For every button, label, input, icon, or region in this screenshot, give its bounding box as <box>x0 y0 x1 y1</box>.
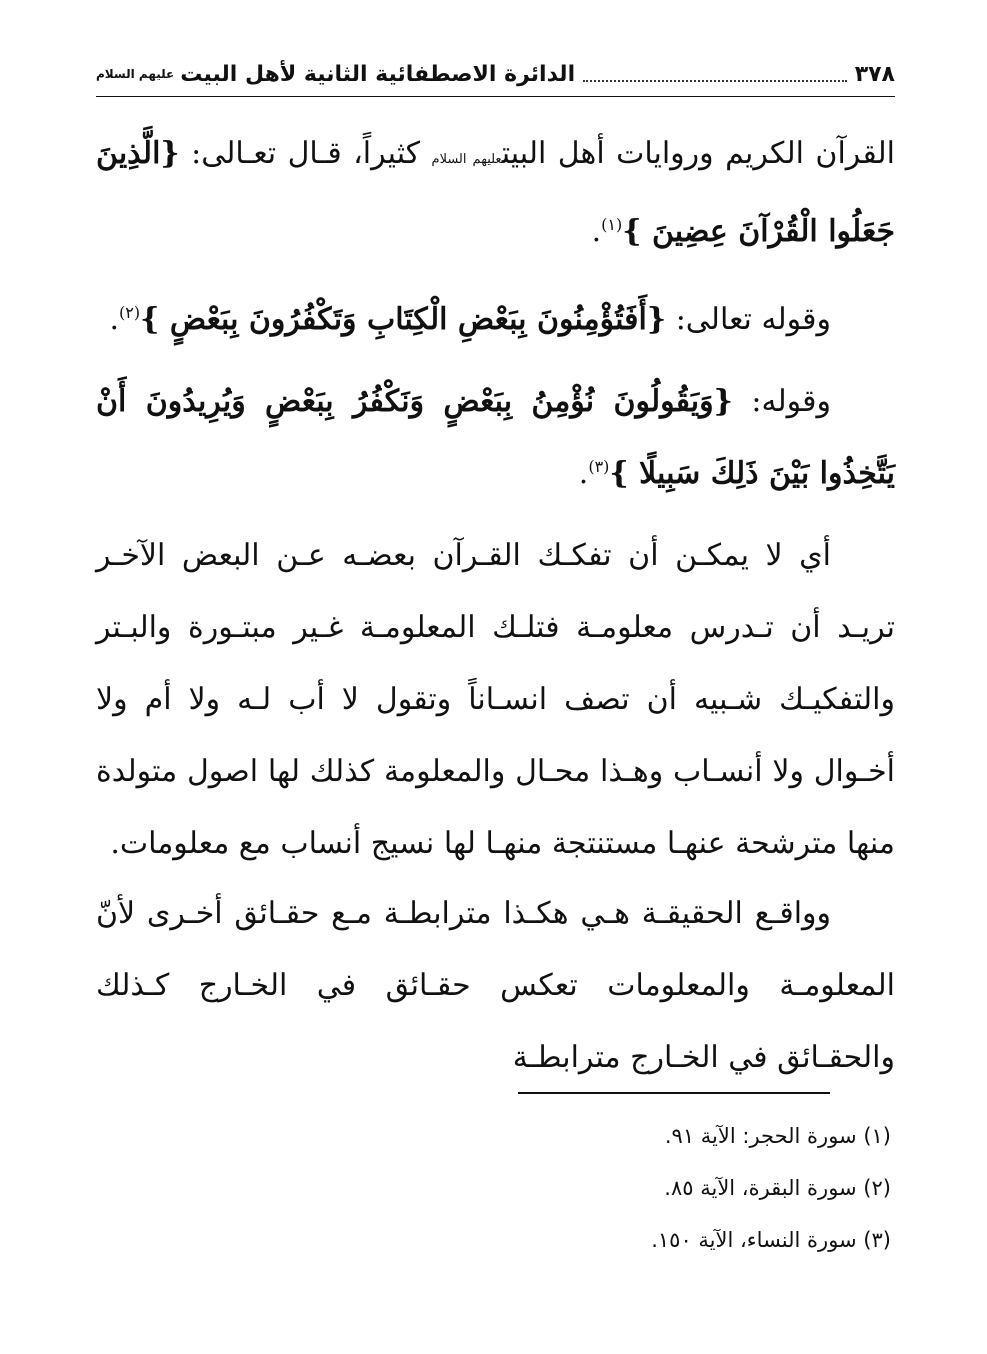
paragraph-2 <box>96 284 895 356</box>
paragraph-1-mid: كثيراً، قـال تعـالى: <box>179 136 432 171</box>
footnote-1: (١) سورة الحجر: الآية ٩١. <box>664 1124 891 1148</box>
running-title-text: الدائرة الاصطفائية الثانية لأهل البيت <box>180 61 576 87</box>
footnote-3: (٣) سورة النساء، الآية ١٥٠. <box>651 1228 891 1252</box>
footnote-2: (٢) سورة البقرة، الآية ٨٥. <box>664 1176 891 1200</box>
footnote-rule <box>518 1092 830 1094</box>
quran-verse-3: {وَيَقُولُونَ نُؤْمِنُ بِبَعْضٍ وَنَكْفُرُ بِبَعْضٍ وَيُرِيدُونَ أَنْ يَتَّخِذُوا بَيْنَ ذَلِكَ سَبِيلًا } <box>96 384 895 491</box>
header-dot-leader <box>583 66 847 82</box>
paragraph-3-lead: وقوله: <box>732 384 831 419</box>
quran-verse-2: {أَفَتُؤْمِنُونَ بِبَعْضِ الْكِتَابِ وَتَكْفُرُونَ بِبَعْضٍ } <box>140 302 667 337</box>
paragraph-4: أي لا يمكـن أن تفكـك القـرآن بعضـه عـن البعض الآخـر تريـد أن تـدرس معلومـة فتلـك المعلومـة غـير مبتـورة والبـتر والتفكيـك شـبيه أن تصف انسـاناً وتقول لا أب لـه ولا أم ولا أخـوال ولا أنسـاب وهـذا محـال والمعلومة كذلك لها اصول متولدة منها مترشحة عنهـا مستنتجة منهـا لها نسيج أنساب مع معلومات. <box>96 538 895 861</box>
running-header <box>96 52 895 96</box>
footnote-ref-3: (٣) <box>588 457 610 476</box>
footnote-ref-2: (٢) <box>118 303 141 322</box>
footnote-ref-1: (١) <box>601 215 623 234</box>
quran-verse-1: {الَّذِينَ جَعَلُوا الْقُرْآنَ عِضِينَ } <box>96 136 895 249</box>
paragraph-3-tail: . <box>578 456 589 491</box>
honorific-mark: عليهم السلام <box>431 152 502 167</box>
header-honorific: عليهم السلام <box>96 67 175 81</box>
paragraph-5: وواقـع الحقيقـة هـي هكـذا مترابطـة مـع حقـائق أخـرى لأنّ المعلومـة والمعلومات تعكس حقـائق في الخـارج كـذلك والحقـائق في الخـارج مترابطـة <box>96 896 895 1075</box>
page-number: ٣٧٨ <box>854 61 895 87</box>
footnotes <box>96 1110 891 1266</box>
paragraph-1 <box>96 118 895 268</box>
header-rule <box>96 96 895 97</box>
paragraph-3 <box>96 366 895 510</box>
paragraph-2-tail: . <box>109 302 119 337</box>
paragraph-1-lead: القرآن الكريم وروايات أهل البيت <box>501 136 896 171</box>
paragraph-2-lead: وقوله تعالى: <box>666 302 831 337</box>
running-title <box>96 62 575 87</box>
paragraph-1-tail: . <box>591 214 602 249</box>
